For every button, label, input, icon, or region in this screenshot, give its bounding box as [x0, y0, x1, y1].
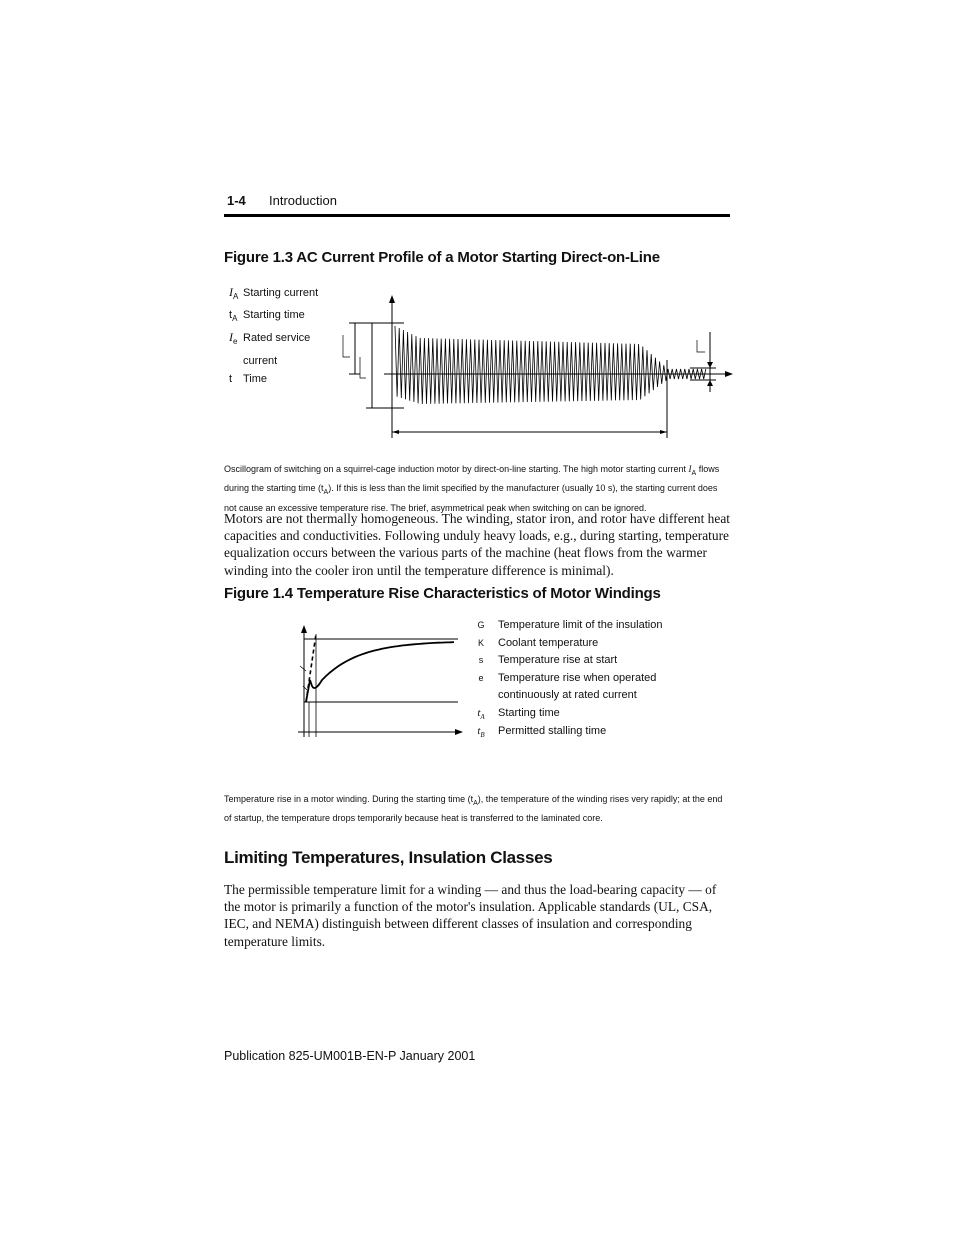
legend-label: Temperature rise when operated: [498, 671, 657, 684]
legend-key-letter: s: [478, 655, 484, 666]
figure-1-4-title: Figure 1.4 Temperature Rise Characteristics of Motor Windings: [224, 585, 661, 602]
legend-key: [464, 687, 498, 705]
caption-text: Temperature rise in a motor winding. During the starting time (t: [224, 794, 474, 804]
legend-label: Starting time: [243, 309, 305, 322]
legend-row: [464, 635, 662, 653]
legend-label: Coolant temperature: [498, 636, 599, 649]
caption-text: ). If this is less than the limit specified by the manufacturer (usually 10 s), the starting current does not cause an excessive temperature rise. The brief, asymmetrical peak when switching on can be ignored.: [224, 483, 718, 513]
legend-key-letter: t: [477, 724, 481, 737]
legend-key: [464, 705, 498, 723]
legend-key: [464, 635, 498, 653]
legend-row: [464, 617, 662, 635]
legend-row: [464, 705, 662, 723]
legend-symbol-subscript: e: [233, 337, 238, 347]
legend-key: [464, 652, 498, 670]
legend-key-letter: K: [477, 637, 484, 648]
figure-1-4-caption: [224, 792, 730, 826]
legend-key: [464, 723, 498, 741]
legend-label: Temperature limit of the insulation: [498, 619, 663, 631]
legend-label: Time: [243, 372, 268, 385]
legend-label: Temperature rise at start: [498, 654, 618, 667]
running-header: Introduction: [269, 193, 337, 208]
winding-temperature-curve: [306, 642, 454, 702]
caption-subscript: A: [323, 489, 329, 497]
legend-label: Starting time: [498, 706, 560, 719]
legend-symbol-letter: t: [229, 309, 233, 322]
legend-label: continuously at rated current: [498, 689, 637, 702]
caption-text: flows during the starting time (t: [224, 464, 720, 494]
legend-symbol-subscript: A: [232, 314, 238, 324]
section-heading: Limiting Temperatures, Insulation Classes: [224, 848, 553, 867]
legend-row: [464, 687, 662, 705]
page-number: 1-4: [227, 193, 246, 208]
stalling-temperature-line: [306, 634, 316, 702]
legend-row: [464, 723, 662, 741]
legend-label: Rated service: [243, 332, 311, 345]
legend-key: [464, 617, 498, 635]
figure-1-3-title: Figure 1.3 AC Current Profile of a Motor Starting Direct-on-Line: [224, 249, 660, 266]
legend-label: current: [243, 354, 278, 367]
legend-key: [464, 670, 498, 688]
caption-text: Oscillogram of switching on a squirrel-cage induction motor by direct-on-line starting. The high motor starting current: [224, 464, 689, 474]
legend-key-subscript: B: [480, 730, 485, 739]
legend-symbol-letter: I: [229, 330, 233, 345]
legend-key-letter: e: [478, 672, 484, 683]
legend-row: [464, 670, 662, 688]
legend-key-subscript: A: [480, 713, 485, 722]
caption-symbol: I: [688, 464, 692, 474]
figure-1-4-legend: [464, 617, 662, 740]
caption-text: ), the temperature of the winding rises very rapidly; at the end of startup, the temperature drops temporarily because heat is transferred to the laminated core.: [224, 794, 723, 824]
publication-footer: Publication 825-UM001B-EN-P January 2001: [224, 1049, 476, 1063]
body-paragraph-insulation: The permissible temperature limit for a winding — and thus the load-bearing capacity — of the motor is primarily a function of the motor's insulation. Applicable standards (UL, CSA, IEC, and NEMA) distinguish between different classes of insulation and corresponding temperature limits.: [224, 882, 717, 949]
legend-key-letter: t: [477, 706, 481, 719]
legend-symbol-subscript: A: [233, 292, 239, 302]
legend-symbol-letter: I: [229, 285, 233, 299]
legend-row: [464, 652, 662, 670]
legend-symbol-letter: t: [229, 372, 233, 385]
body-paragraph-thermal: Motors are not thermally homogeneous. The winding, stator iron, and rotor have different heat capacities and conductivities. Following unduly heavy loads, e.g., during starting, temperature equalization occurs between the various parts of the machine (heat flows from the warmer winding into the cooler iron until the temperature difference is minimal).: [224, 511, 730, 578]
legend-key-letter: G: [477, 620, 485, 630]
caption-subscript: A: [691, 469, 697, 477]
legend-label: Permitted stalling time: [498, 724, 607, 737]
caption-subscript: A: [473, 799, 478, 807]
legend-label: Starting current: [243, 287, 319, 299]
